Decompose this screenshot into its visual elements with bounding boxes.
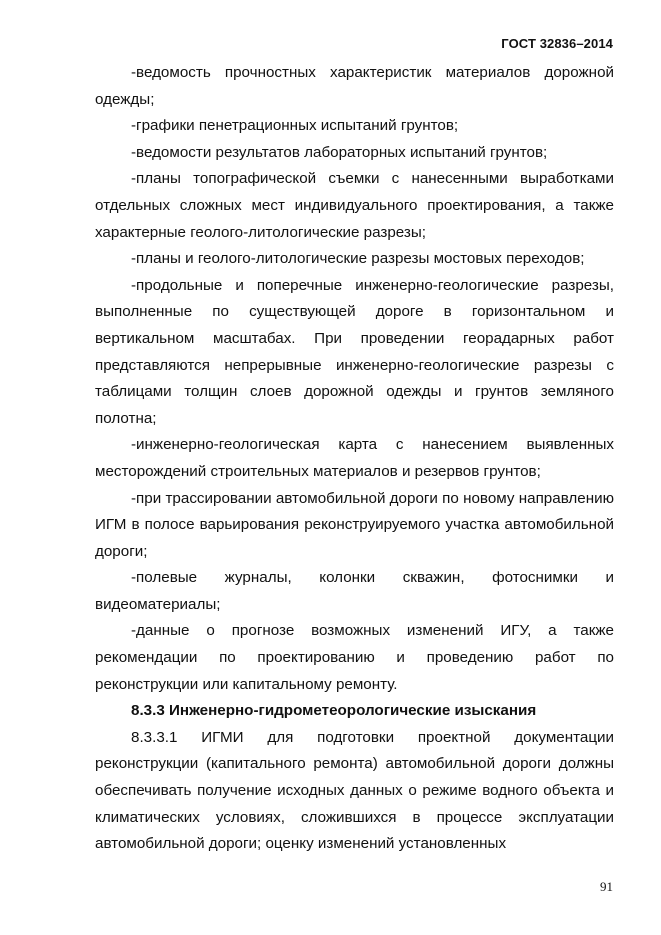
list-item: -планы топографической съемки с нанесенными выработками отдельных сложных мест индивидуального проектирования, а также характерные геолого-литологические разрезы; (95, 170, 614, 241)
section-heading: 8.3.3 Инженерно-гидрометеорологические изыскания (131, 702, 537, 720)
list-item: -инженерно-геологическая карта с нанесением выявленных месторождений строительных материалов и резервов грунтов; (95, 436, 614, 480)
paragraph: 8.3.3.1 ИГМИ для подготовки проектной документации реконструкции (капитального ремонта) автомобильной дороги должны обеспечивать получение исходных данных о режиме водного объекта и климатических условиях, сложившихся в процессе эксплуатации автомобильной дороги; оценку изменений установленных (95, 728, 614, 853)
body-text (95, 60, 614, 858)
list-item: -данные о прогнозе возможных изменений ИГУ, а также рекомендации по проектированию и проведению работ по реконструкции или капитальному ремонту. (95, 622, 614, 693)
list-item: -ведомость прочностных характеристик материалов дорожной одежды; (95, 64, 614, 108)
list-item: -графики пенетрационных испытаний грунтов; (131, 117, 459, 135)
document-code: ГОСТ 32836–2014 (501, 36, 613, 51)
list-item: -при трассировании автомобильной дороги по новому направлению ИГМ в полосе варьирования реконструируемого участка автомобильной дороги; (95, 489, 614, 560)
page-number: 91 (600, 879, 613, 894)
list-item: -планы и геолого-литологические разрезы мостовых переходов; (131, 250, 585, 268)
list-item: -ведомости результатов лабораторных испытаний грунтов; (131, 143, 548, 161)
list-item: -полевые журналы, колонки скважин, фотоснимки и видеоматериалы; (95, 569, 614, 613)
list-item: -продольные и поперечные инженерно-геологические разрезы, выполненные по существующей дороге в горизонтальном и вертикальном масштабах. При проведении георадарных работ представляются непрерывные инженерно-геологические разрезы с таблицами толщин слоев дорожной одежды и грунтов земляного полотна; (95, 276, 614, 427)
